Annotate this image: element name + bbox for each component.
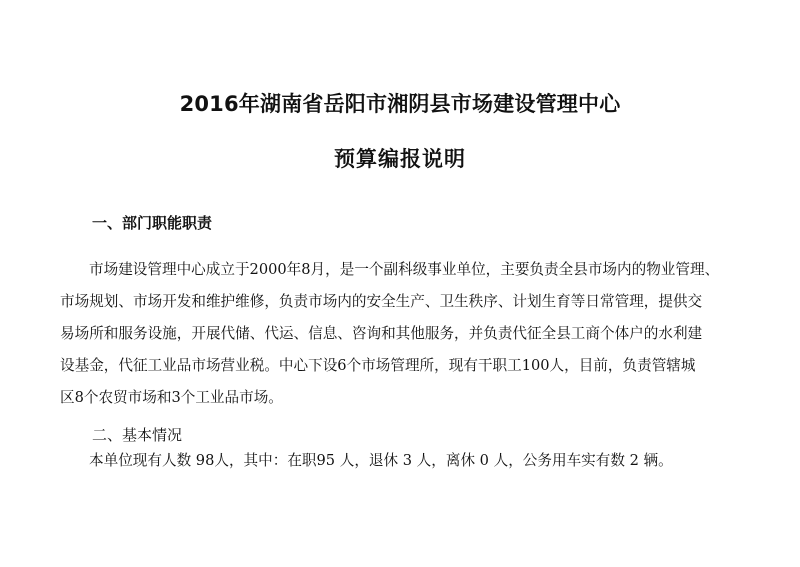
paragraph-line: 市场建设管理中心成立于2000年8月，是一个副科级事业单位，主要负责全县市场内的物业管理、 bbox=[89, 261, 720, 278]
paragraph-line: 市场规划、市场开发和维护维修，负责市场内的安全生产、卫生秩序、计划生育等日常管理，提供交 bbox=[60, 293, 703, 310]
paragraph-line: 易场所和服务设施，开展代储、代运、信息、咨询和其他服务，并负责代征全县工商个体户的水利建 bbox=[60, 325, 703, 342]
document-title: 2016年湖南省岳阳市湘阴县市场建设管理中心 bbox=[179, 92, 621, 116]
document-subtitle: 预算编报说明 bbox=[334, 147, 466, 171]
paragraph-line: 设基金，代征工业品市场营业税。中心下设6个市场管理所，现有干职工100人，目前，负责管辖城 bbox=[60, 357, 696, 374]
paragraph-line: 本单位现有人数 98人，其中：在职95 人，退休 3 人，离休 0 人，公务用车实有数 2 辆。 bbox=[89, 452, 673, 469]
section-heading-functions: 一、部门职能职责 bbox=[92, 214, 213, 232]
paragraph-line: 区8个农贸市场和3个工业品市场。 bbox=[60, 389, 283, 406]
section-heading-basic-info: 二、基本情况 bbox=[92, 426, 183, 444]
